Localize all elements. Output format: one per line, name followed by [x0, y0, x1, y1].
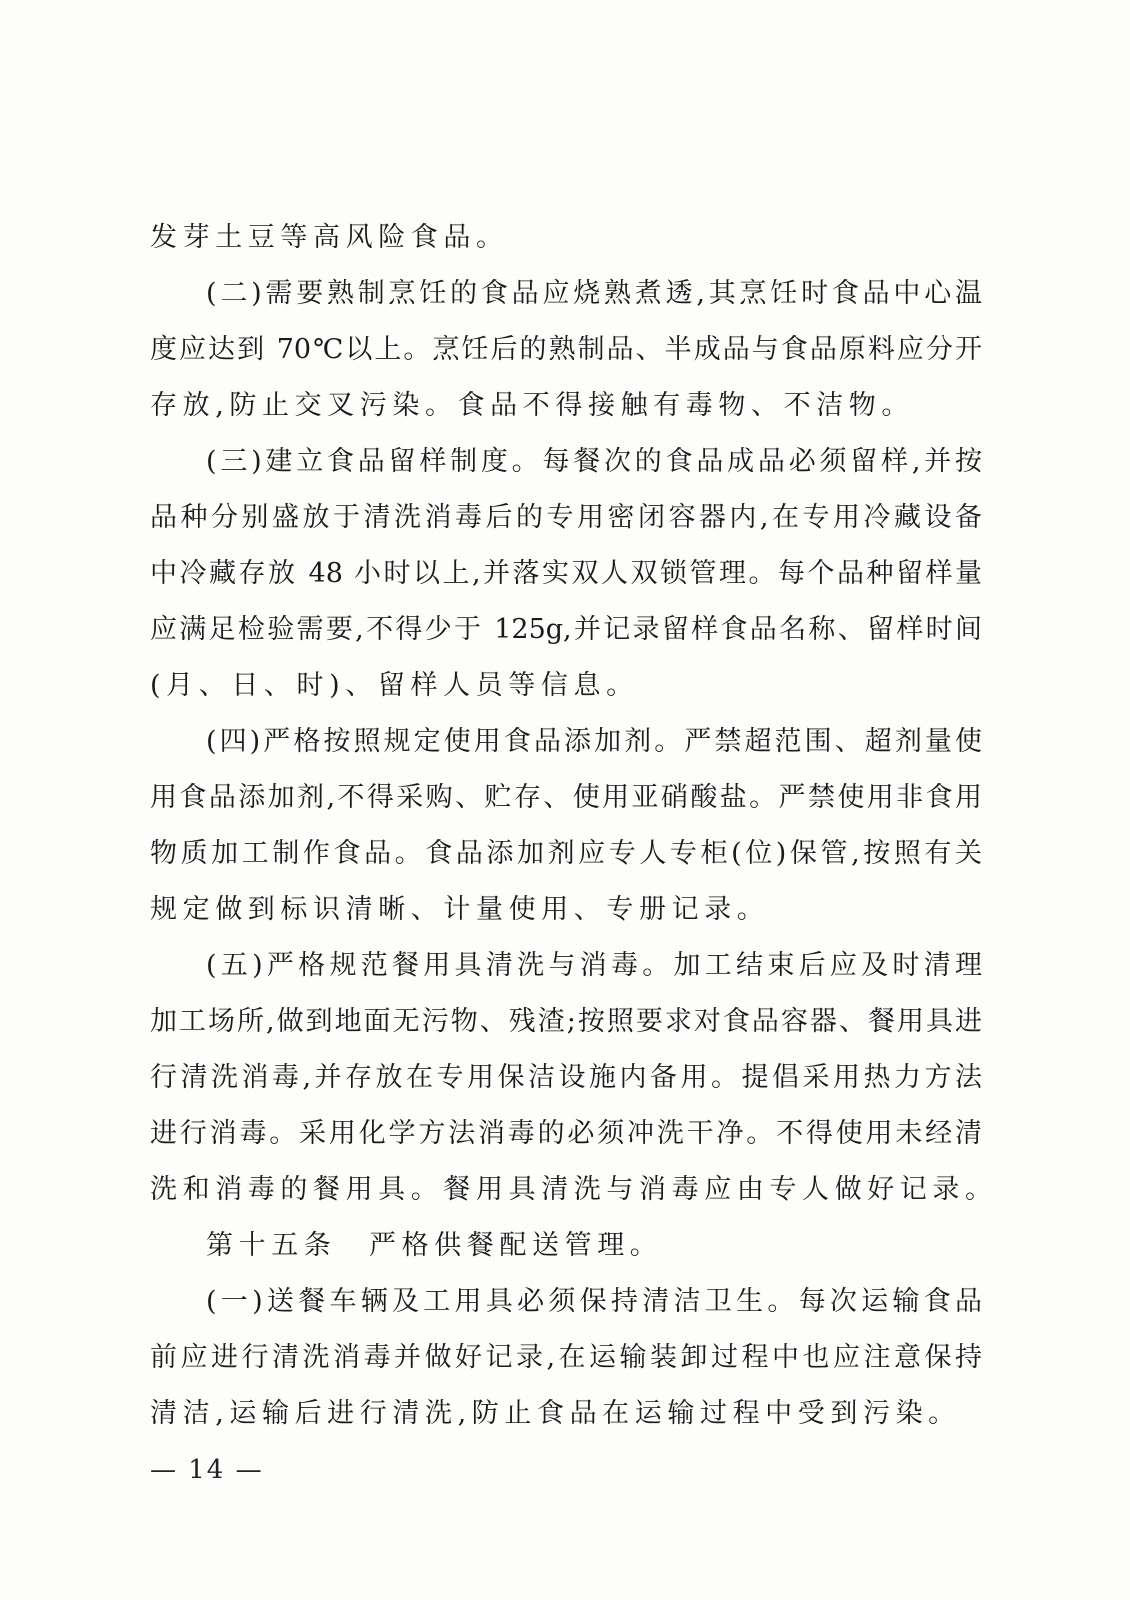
- document-body: [150, 210, 998, 1442]
- text-line: (三)建立食品留样制度。每餐次的食品成品必须留样,并按: [206, 446, 982, 477]
- text-line: 洗和消毒的餐用具。餐用具清洗与消毒应由专人做好记录。: [150, 1174, 998, 1205]
- text-line: 清洁,运输后进行清洗,防止食品在运输过程中受到污染。: [150, 1398, 961, 1429]
- text-line: 进行消毒。采用化学方法消毒的必须冲洗干净。不得使用未经清: [150, 1118, 982, 1149]
- text-line: 规定做到标识清晰、计量使用、专册记录。: [150, 894, 770, 925]
- text-line: 品种分别盛放于清洗消毒后的专用密闭容器内,在专用冷藏设备: [150, 502, 982, 533]
- page-number: — 14 —: [150, 1455, 264, 1485]
- text-line: 加工场所,做到地面无污物、残渣;按照要求对食品容器、餐用具进: [150, 1006, 982, 1037]
- text-line: 物质加工制作食品。食品添加剂应专人专柜(位)保管,按照有关: [150, 838, 982, 869]
- text-line: (四)严格按照规定使用食品添加剂。严禁超范围、超剂量使: [206, 726, 982, 757]
- text-line: 行清洗消毒,并存放在专用保洁设施内备用。提倡采用热力方法: [150, 1062, 982, 1093]
- text-line: 存放,防止交叉污染。食品不得接触有毒物、不洁物。: [150, 390, 914, 421]
- text-line: (五)严格规范餐用具清洗与消毒。加工结束后应及时清理: [206, 950, 982, 981]
- article-heading: 第十五条 严格供餐配送管理。: [206, 1230, 663, 1261]
- text-line: (月、日、时)、留样人员等信息。: [150, 670, 639, 701]
- text-line: 度应达到 70℃以上。烹饪后的熟制品、半成品与食品原料应分开: [150, 334, 982, 365]
- text-line: 中冷藏存放 48 小时以上,并落实双人双锁管理。每个品种留样量: [150, 558, 982, 589]
- text-line: 前应进行清洗消毒并做好记录,在运输装卸过程中也应注意保持: [150, 1342, 982, 1373]
- text-line: 发芽土豆等高风险食品。: [150, 222, 509, 253]
- text-line: 应满足检验需要,不得少于 125g,并记录留样食品名称、留样时间: [150, 614, 982, 645]
- text-line: (一)送餐车辆及工用具必须保持清洁卫生。每次运输食品: [206, 1286, 982, 1317]
- text-line: (二)需要熟制烹饪的食品应烧熟煮透,其烹饪时食品中心温: [206, 278, 982, 309]
- text-line: 用食品添加剂,不得采购、贮存、使用亚硝酸盐。严禁使用非食用: [150, 782, 982, 813]
